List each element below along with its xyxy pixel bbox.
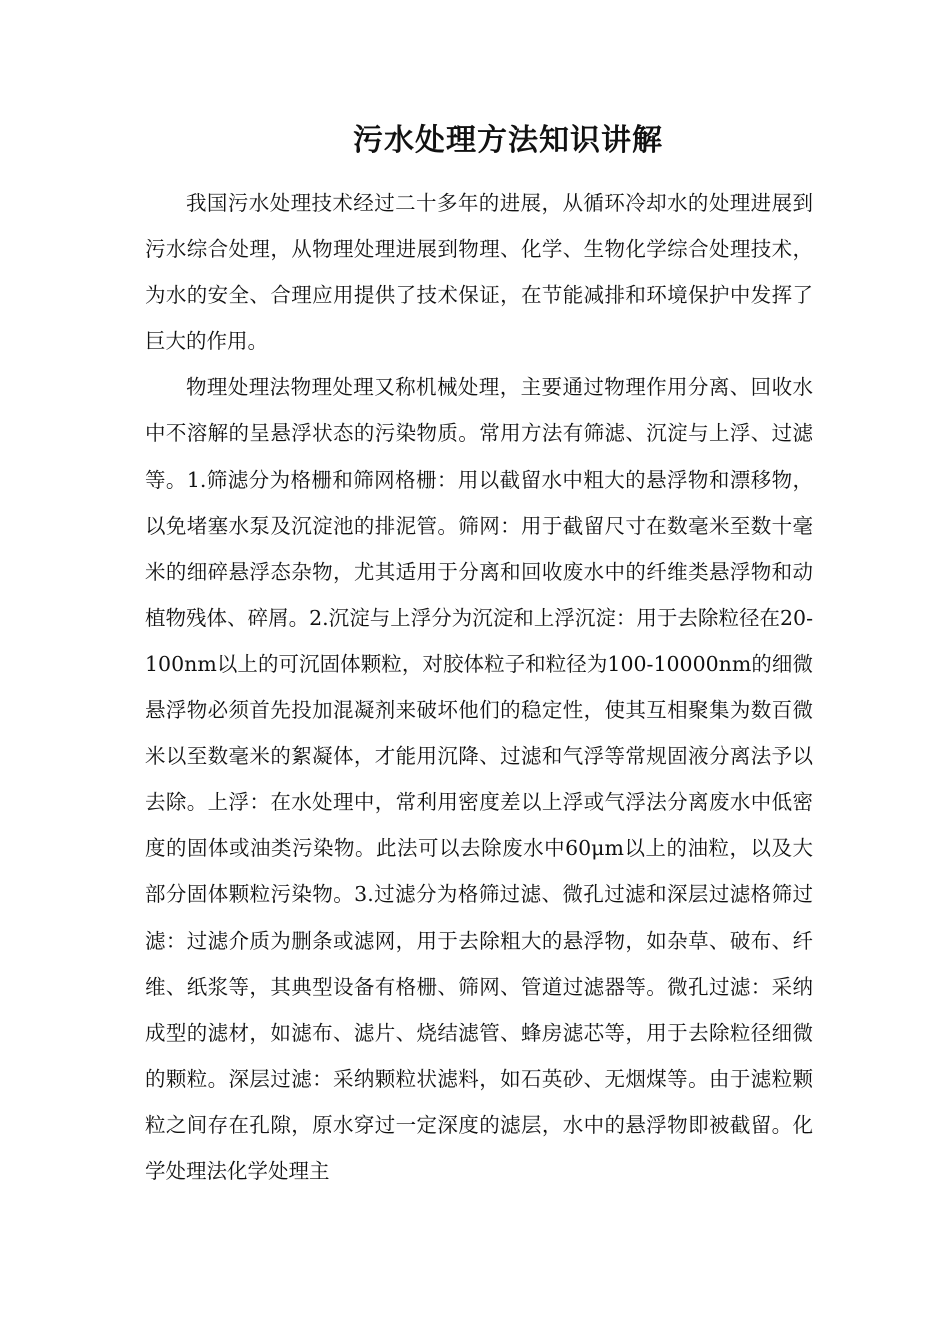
document-title: 污水处理方法知识讲解	[353, 123, 663, 158]
document-body	[145, 180, 813, 1194]
paragraph-intro: 我国污水处理技术经过二十多年的进展，从循环冷却水的处理进展到污水综合处理，从物理处理进展到物理、化学、生物化学综合处理技术，为水的安全、合理应用提供了技术保证，在节能减排和环境保护中发挥了巨大的作用。	[145, 191, 813, 354]
paragraph-physical-treatment: 物理处理法物理处理又称机械处理，主要通过物理作用分离、回收水中不溶解的呈悬浮状态的污染物质。常用方法有筛滤、沉淀与上浮、过滤等。1.筛滤分为格栅和筛网格栅：用以截留水中粗大的悬浮物和漂移物，以免堵塞水泵及沉淀池的排泥管。筛网：用于截留尺寸在数毫米至数十毫米的细碎悬浮态杂物，尤其适用于分离和回收废水中的纤维类悬浮物和动植物残体、碎屑。2.沉淀与上浮分为沉淀和上浮沉淀：用于去除粒径在20-100nm以上的可沉固体颗粒，对胶体粒子和粒径为100-10000nm的细微悬浮物必须首先投加混凝剂来破坏他们的稳定性，使其互相聚集为数百微米以至数毫米的絮凝体，才能用沉降、过滤和气浮等常规固液分离法予以去除。上浮：在水处理中，常利用密度差以上浮或气浮法分离废水中低密度的固体或油类污染物。此法可以去除废水中60μm以上的油粒，以及大部分固体颗粒污染物。3.过滤分为格筛过滤、微孔过滤和深层过滤格筛过滤：过滤介质为删条或滤网，用于去除粗大的悬浮物，如杂草、破布、纤维、纸浆等，其典型设备有格栅、筛网、管道过滤器等。微孔过滤：采纳成型的滤材，如滤布、滤片、烧结滤管、蜂房滤芯等，用于去除粒径细微的颗粒。深层过滤：采纳颗粒状滤料，如石英砂、无烟煤等。由于滤粒颗粒之间存在孔隙，原水穿过一定深度的滤层，水中的悬浮物即被截留。化学处理法化学处理主	[145, 375, 813, 1183]
